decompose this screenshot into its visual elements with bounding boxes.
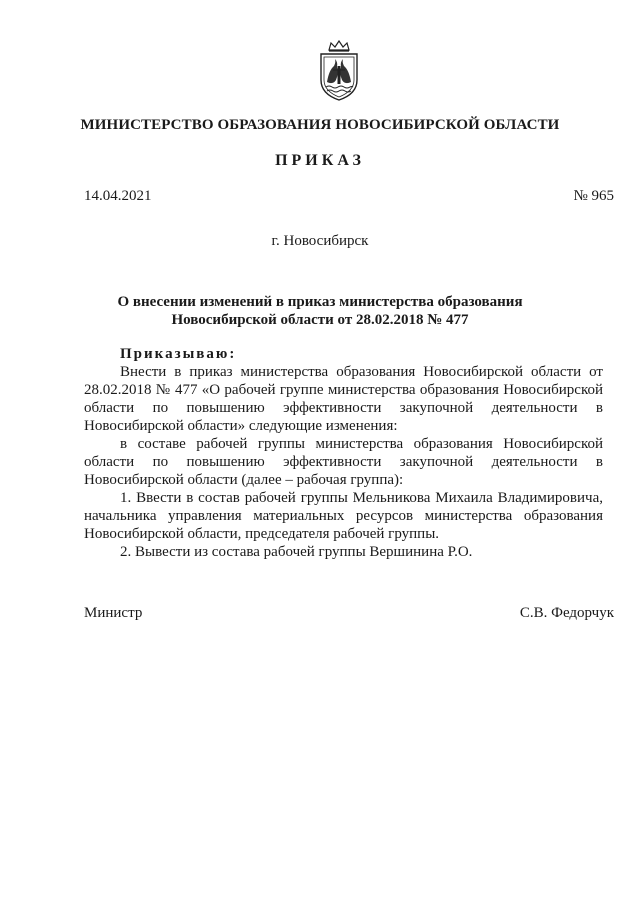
document-number: № 965 bbox=[573, 188, 614, 204]
coat-of-arms-icon bbox=[315, 40, 363, 102]
ministry-name: МИНИСТЕРСТВО ОБРАЗОВАНИЯ НОВОСИБИРСКОЙ ОБЛАСТИ bbox=[80, 117, 560, 133]
document-type-title: ПРИКАЗ bbox=[275, 152, 365, 169]
body-paragraph: Внести в приказ министерства образования Новосибирской области от 28.02.2018 № 477 «О рабочей группе министерства образования Новосибирской области по повышению эффективности закупочной деятельности в Новосибирской области» следующие изменения: bbox=[84, 364, 603, 434]
signer-name: С.В. Федорчук bbox=[519, 605, 614, 621]
document-subject bbox=[0, 293, 640, 329]
body-paragraph: 1. Ввести в состав рабочей группы Мельникова Михаила Владимировича, начальника управления материальных ресурсов министерства образования Новосибирской области, председателя рабочей группы. bbox=[84, 490, 603, 542]
subject-line-2: Новосибирской области от 28.02.2018 № 477 bbox=[171, 312, 469, 328]
subject-line-1: О внесении изменений в приказ министерства образования bbox=[117, 294, 523, 310]
body-paragraph: 2. Вывести из состава рабочей группы Вершинина Р.О. bbox=[120, 544, 473, 560]
document-city: г. Новосибирск bbox=[271, 233, 369, 249]
document-date: 14.04.2021 bbox=[84, 188, 152, 204]
body-paragraph: в составе рабочей группы министерства образования Новосибирской области по повышению эффективности закупочной деятельности в Новосибирской области (далее – рабочая группа): bbox=[84, 436, 603, 488]
document-body bbox=[84, 345, 603, 561]
signer-role: Министр bbox=[84, 605, 143, 621]
orders-lead: Приказываю: bbox=[120, 346, 237, 362]
